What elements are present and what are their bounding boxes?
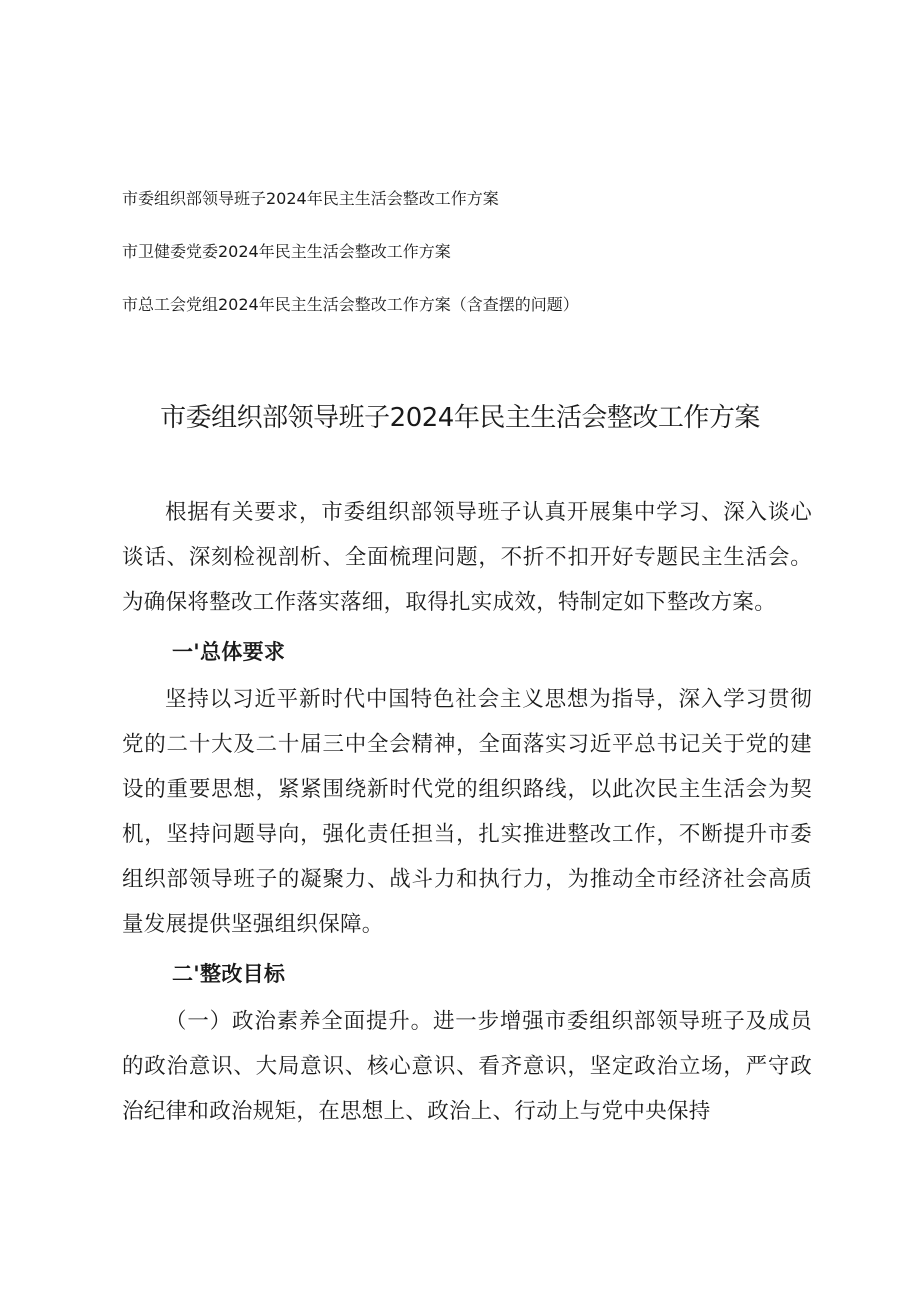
section-heading-general-requirements: 一'总体要求: [172, 640, 286, 664]
toc-item: 市卫健委党委2024年民主生活会整改工作方案: [122, 242, 451, 261]
intro-paragraph: 根据有关要求，市委组织部领导班子认真开展集中学习、深入谈心谈话、深刻检视剖析、全面梳理问题，不折不扣开好专题民主生活会。为确保将整改工作落实落细，取得扎实成效，特制定如下整改方案。: [122, 500, 812, 615]
section-paragraph: （一）政治素养全面提升。进一步增强市委组织部领导班子及成员的政治意识、大局意识、核心意识、看齐意识，坚定政治立场，严守政治纪律和政治规矩，在思想上、政治上、行动上与党中央保持: [122, 1009, 812, 1124]
toc-item: 市总工会党组2024年民主生活会整改工作方案（含查摆的问题）: [122, 295, 579, 314]
toc-item: 市委组织部领导班子2024年民主生活会整改工作方案: [122, 189, 499, 208]
section-paragraph: 坚持以习近平新时代中国特色社会主义思想为指导，深入学习贯彻党的二十大及二十届三中全会精神，全面落实习近平总书记关于党的建设的重要思想，紧紧围绕新时代党的组织路线，以此次民主生活会为契机，坚持问题导向，强化责任担当，扎实推进整改工作，不断提升市委组织部领导班子的凝聚力、战斗力和执行力，为推动全市经济社会高质量发展提供坚强组织保障。: [122, 687, 812, 937]
document-body: [122, 490, 812, 1134]
table-of-contents: [122, 188, 822, 347]
section-heading-rectification-goals: 二'整改目标: [172, 962, 286, 986]
document-title: 市委组织部领导班子2024年民主生活会整改工作方案: [160, 403, 760, 433]
